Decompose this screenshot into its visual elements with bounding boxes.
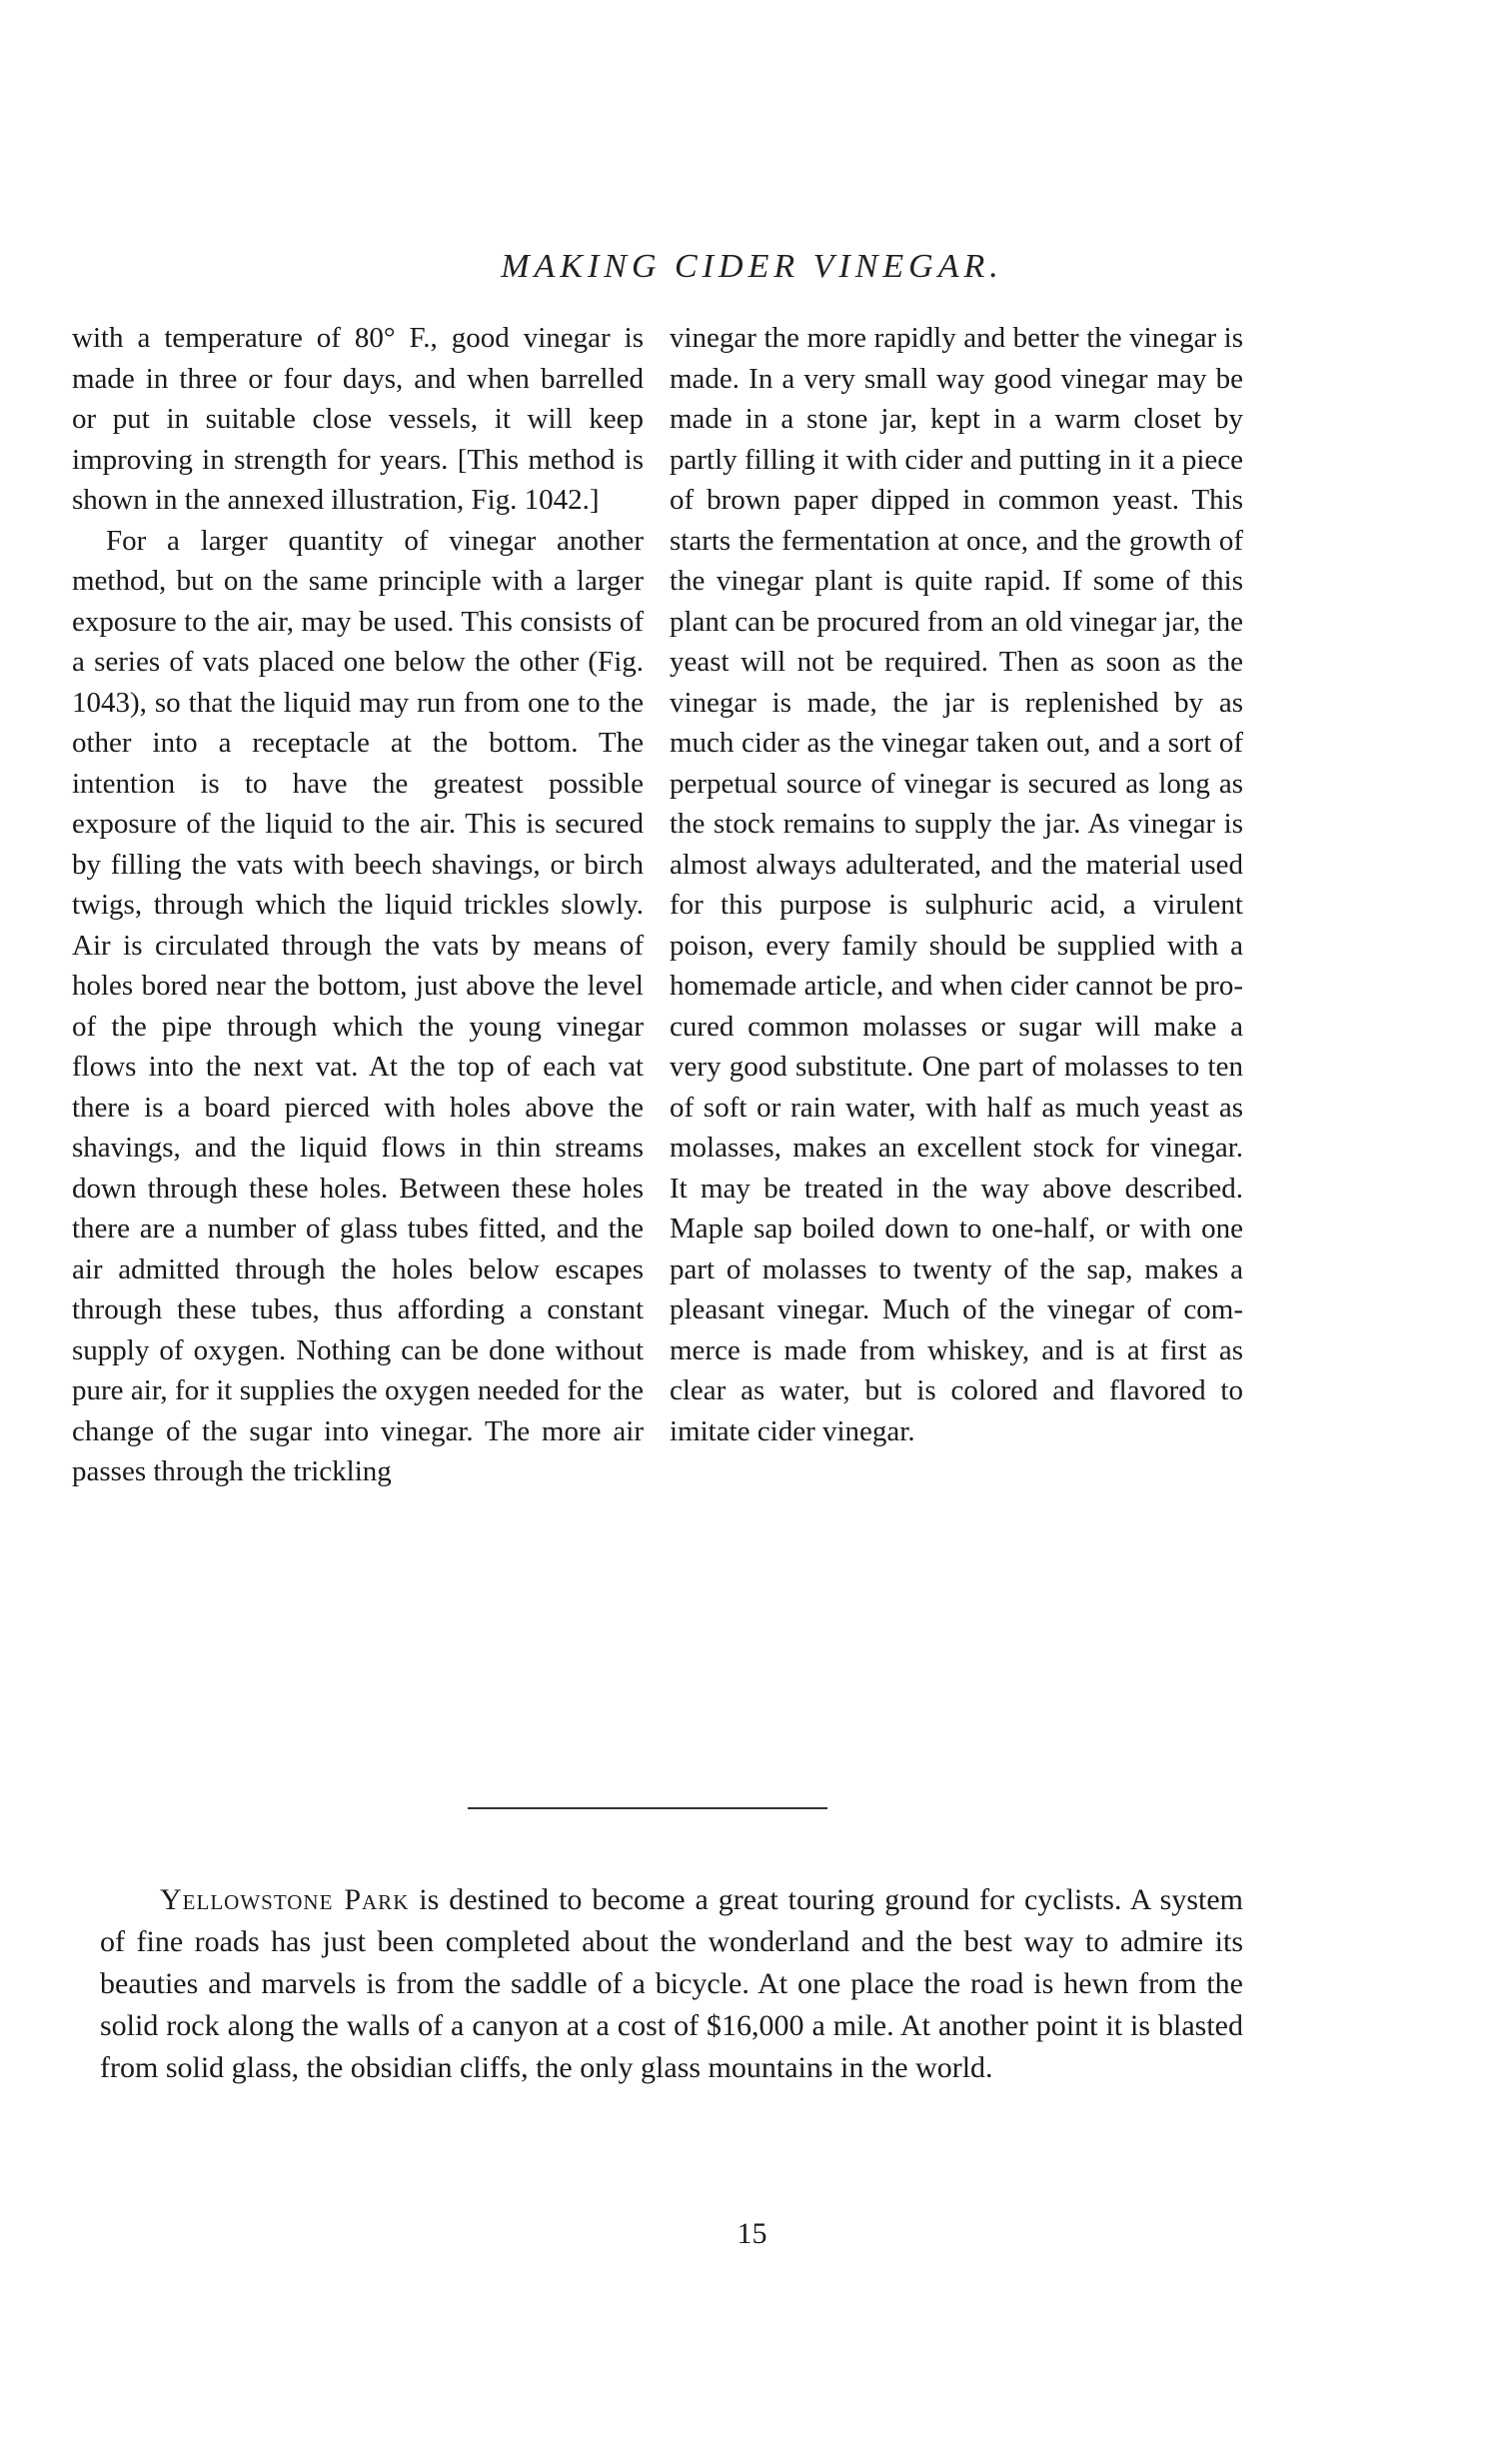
note-text: is destined to become a great touring ground for cyclists. A system of fine roads has just been completed about the wonderland and the best way to admire its beauties and marvels is from the saddle of a bicycle. At one place the road is hewn from the solid rock along the walls of a canyon at a cost of $16,000 a mile. At another point it is blasted from solid glass, the obsidian cliffs, the only glass mountains in the world.: [100, 1883, 1243, 2084]
section-divider: [468, 1807, 827, 1809]
paragraph: with a temperature of 80° F., good vinegar is made in three or four days, and when barrelled or put in suitable close vessels, it will keep improving in strength for years. [This method is shown in the annexed illustration, Fig. 1042.]: [72, 322, 644, 516]
page-number: 15: [737, 2217, 767, 2250]
running-title: MAKING CIDER VINEGAR.: [501, 248, 1003, 285]
left-column: [72, 318, 644, 1492]
right-column: [670, 318, 1243, 1451]
paragraph: For a larger quantity of vinegar another method, but on the same principle with a larger exposure to the air, may be used. This consists of a series of vats placed one below the other (Fig. 1043), so that the liquid may run from one to the other into a receptacle at the bottom. The intention is to have the greatest possible exposure of the liquid to the air. This is secured by filling the vats with beech shavings, or birch twigs, through which the liquid trickles slowly. Air is circulated through the vats by means of holes bored near the bottom, just above the level of the pipe through which the young vinegar flows into the next vat. At the top of each vat there is a board pierced with holes above the shavings, and the liquid flows in thin streams down through these holes. Between these holes there are a number of glass tubes fitted, and the air admitted through the holes below escapes through these tubes, thus affording a constant supply of oxygen. Nothing can be done without pure air, for it supplies the oxygen needed for the change of the sugar into vinegar. The more air passes through the trickling: [72, 524, 644, 1487]
note-lead: Yellowstone Park: [160, 1883, 410, 1916]
paragraph: vinegar the more rapidly and better the vinegar is made. In a very small way good vinegar may be made in a stone jar, kept in a warm closet by partly filling it with cider and putting in it a piece of brown paper dipped in common yeast. This starts the fermentation at once, and the growth of the vinegar plant is quite rapid. If some of this plant can be procured from an old vinegar jar, the yeast will not be required. Then as soon as the vinegar is made, the jar is replenished by as much cider as the vinegar taken out, and a sort of perpetual source of vinegar is secured as long as the stock remains to supply the jar. As vinegar is almost always adulterated, and the material used for this purpose is sulphuric acid, a virulent poison, every family should be supplied with a homemade article, and when cider cannot be procured common molasses or sugar will make a very good substitute. One part of molasses to ten of soft or rain water, with half as much yeast as molasses, makes an excellent stock for vinegar. It may be treated in the way above described. Maple sap boiled down to one-half, or with one part of molasses to twenty of the sap, makes a pleasant vinegar. Much of the vinegar of commerce is made from whiskey, and is at first as clear as water, but is colored and flavored to imitate cider vinegar.: [670, 322, 1243, 1447]
yellowstone-note: [100, 1879, 1243, 2089]
